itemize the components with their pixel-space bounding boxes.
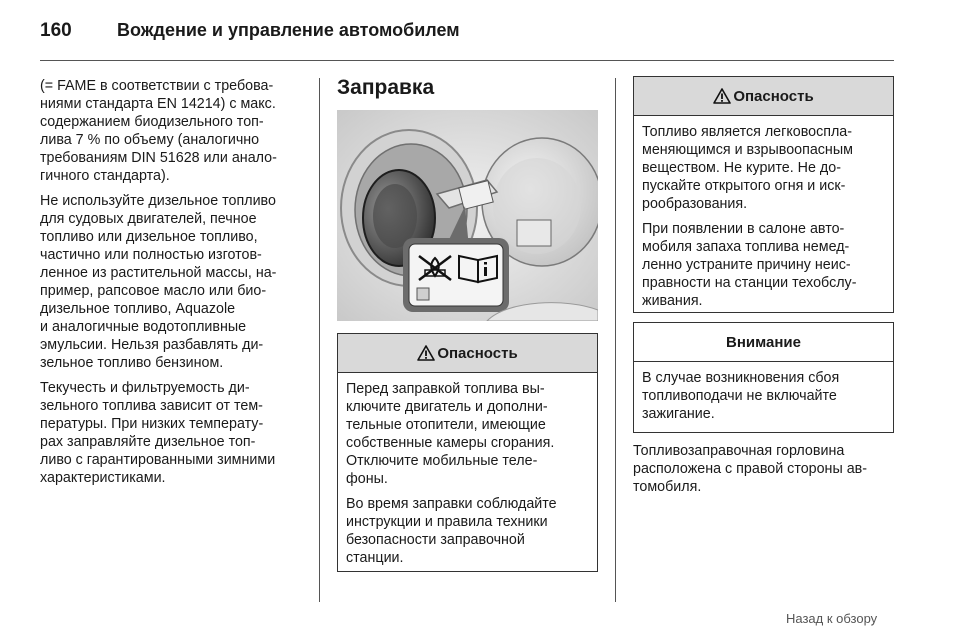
- paragraph: [633, 442, 898, 496]
- text-line: зельное топливо бензином.: [40, 355, 224, 371]
- text-line: содержанием биодизельного топ-: [40, 114, 264, 130]
- paragraph: [40, 77, 310, 185]
- text-line: топливоподачи не включайте: [642, 388, 837, 404]
- paragraph: [40, 192, 310, 372]
- text-line: для судовых двигателей, печное: [40, 211, 257, 227]
- left-column: [40, 77, 310, 494]
- text-line: и аналогичные водотопливные: [40, 319, 247, 335]
- paragraph: [642, 369, 885, 423]
- text-line: пример, рапсовое масло или био-: [40, 283, 267, 299]
- text-line: безопасности заправочной: [346, 532, 525, 548]
- text-line: томобиля.: [633, 479, 702, 495]
- text-line: (= FAME в соответствии с требова-: [40, 78, 274, 94]
- text-line: топливо или дизельное топливо,: [40, 229, 258, 245]
- text-line: лива 7 % по объему (аналогично: [40, 132, 260, 148]
- page-number: 160: [40, 20, 72, 41]
- text-line: характеристиками.: [40, 470, 166, 486]
- text-line: рообразования.: [642, 196, 748, 212]
- text-line: расположена с правой стороны ав-: [633, 461, 868, 477]
- paragraph: [642, 123, 885, 213]
- danger-box-body: [634, 116, 893, 310]
- danger-box-header: [338, 334, 597, 373]
- danger-box-title: Опасность: [437, 344, 518, 362]
- text-line: зельного топлива зависит от тем-: [40, 398, 263, 414]
- right-column-text: [633, 442, 898, 503]
- danger-box-right: [633, 76, 894, 313]
- text-line: веществом. Не курите. Не до-: [642, 160, 841, 176]
- text-line: Отключите мобильные теле-: [346, 453, 538, 469]
- text-line: эмульсии. Нельзя разбавлять ди-: [40, 337, 264, 353]
- text-line: Во время заправки соблюдайте: [346, 496, 557, 512]
- text-line: пускайте открытого огня и иск-: [642, 178, 846, 194]
- text-line: Топливозаправочная горловина: [633, 443, 845, 459]
- text-line: зажигание.: [642, 406, 715, 422]
- text-line: правности на станции техобслу-: [642, 275, 857, 291]
- text-line: станции.: [346, 550, 404, 566]
- chapter-title: Вождение и управление автомобилем: [117, 20, 460, 40]
- text-line: рах заправляйте дизельное топ-: [40, 434, 256, 450]
- notice-box-title: Внимание: [726, 333, 801, 351]
- page-header: [40, 20, 894, 61]
- text-line: живания.: [642, 293, 703, 309]
- paragraph: [40, 379, 310, 487]
- text-line: ливо с гарантированными зимними: [40, 452, 276, 468]
- text-line: ключите двигатель и дополни-: [346, 399, 548, 415]
- danger-box-title: Опасность: [733, 87, 814, 105]
- column-divider-left: [319, 78, 320, 602]
- text-line: тельные отопители, имеющие: [346, 417, 546, 433]
- paragraph: [346, 380, 589, 488]
- text-line: пературы. При низких температу-: [40, 416, 264, 432]
- back-to-overview-link[interactable]: Назад к обзору: [786, 611, 878, 626]
- section-title: Заправка: [337, 76, 435, 99]
- text-line: Перед заправкой топлива вы-: [346, 381, 545, 397]
- danger-box-middle: [337, 333, 598, 572]
- text-line: ленно устраните причину неис-: [642, 257, 851, 273]
- text-line: Не используйте дизельное топливо: [40, 193, 276, 209]
- column-divider-right: [615, 78, 616, 602]
- danger-box-body: [338, 373, 597, 567]
- text-line: требованиям DIN 51628 или анало-: [40, 150, 277, 166]
- text-line: ленное из растительной массы, на-: [40, 265, 277, 281]
- text-line: ниями стандарта EN 14214) с макс.: [40, 96, 276, 112]
- paragraph: [346, 495, 589, 567]
- text-line: мобиля запаха топлива немед-: [642, 239, 850, 255]
- fuel-filler-photo: [337, 110, 598, 321]
- text-line: фоны.: [346, 471, 388, 487]
- text-line: Топливо является легковоспла-: [642, 124, 853, 140]
- text-line: дизельное топливо, Aquazole: [40, 301, 236, 317]
- notice-box: [633, 322, 894, 433]
- text-line: При появлении в салоне авто-: [642, 221, 845, 237]
- text-line: Текучесть и фильтруемость ди-: [40, 380, 250, 396]
- paragraph: [642, 220, 885, 310]
- text-line: собственные камеры сгорания.: [346, 435, 555, 451]
- text-line: гичного стандарта).: [40, 168, 170, 184]
- warning-triangle-icon: [713, 88, 731, 104]
- text-line: В случае возникновения сбоя: [642, 370, 840, 386]
- text-line: инструкции и правила техники: [346, 514, 548, 530]
- notice-box-header: [634, 323, 893, 362]
- warning-triangle-icon: [417, 345, 435, 361]
- text-line: частично или полностью изготов-: [40, 247, 262, 263]
- notice-box-body: [634, 362, 893, 423]
- text-line: меняющимся и взрывоопасным: [642, 142, 853, 158]
- danger-box-header: [634, 77, 893, 116]
